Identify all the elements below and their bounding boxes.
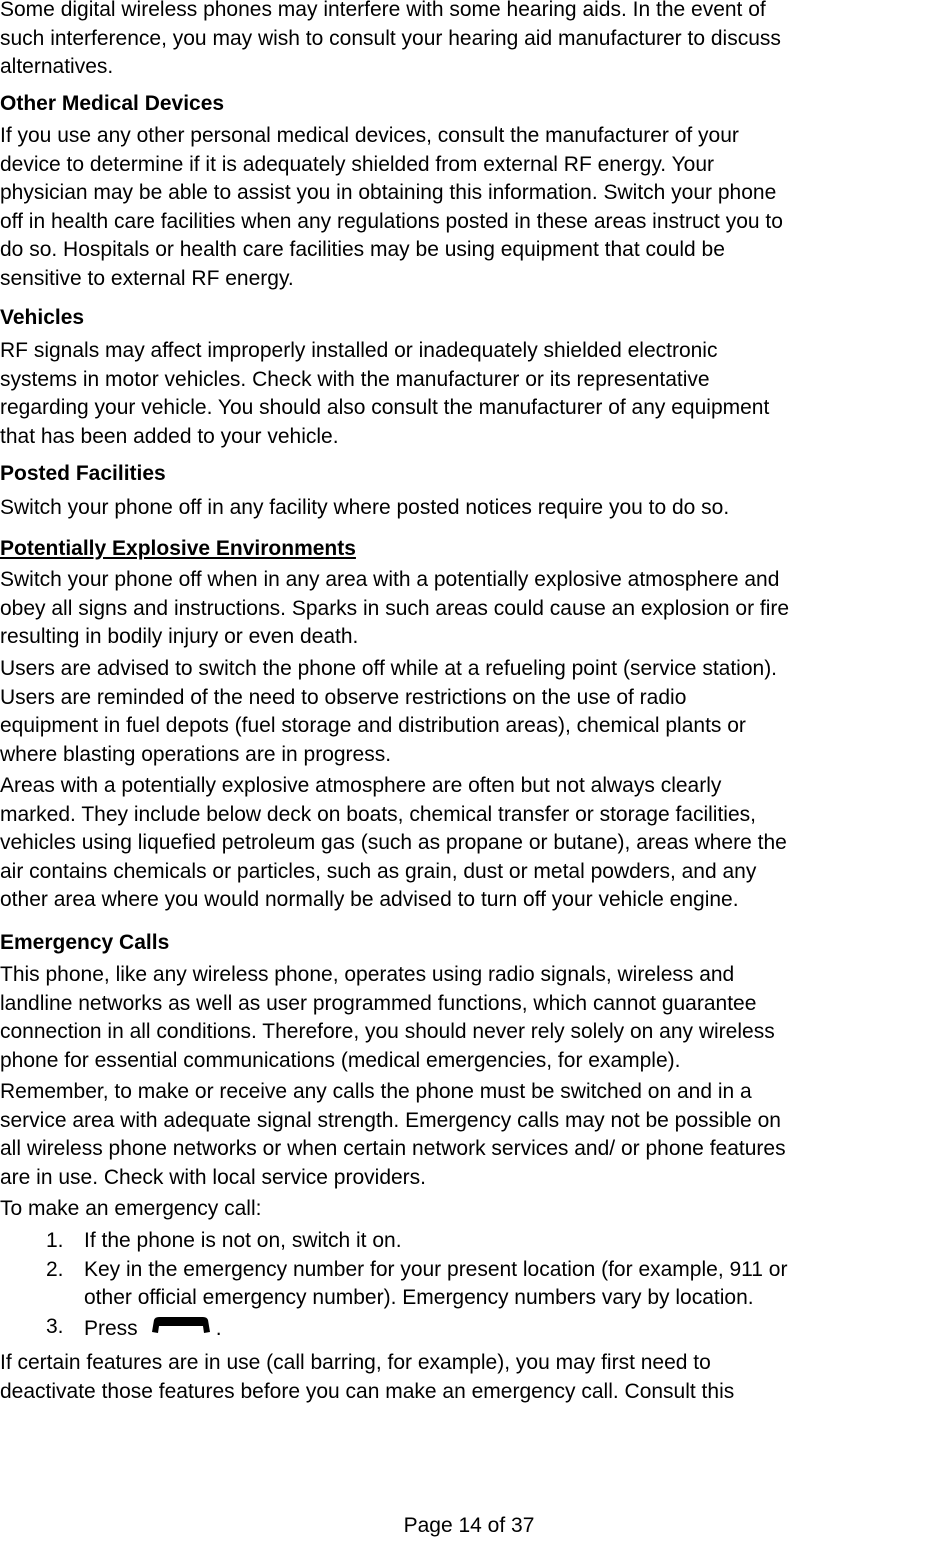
section-heading-posted-facilities: Posted Facilities bbox=[0, 462, 166, 485]
text-line: air contains chemicals or particles, such as grain, dust or metal powders, and any bbox=[0, 859, 757, 883]
intro-paragraph bbox=[0, 0, 938, 82]
text-line: regarding your vehicle. You should also consult the manufacturer of any equipment bbox=[0, 396, 770, 419]
emergency-paragraph-1 bbox=[0, 961, 938, 1075]
text-line: Areas with a potentially explosive atmosphere are often but not always clearly bbox=[0, 774, 722, 797]
text-line: all wireless phone networks or when certain network services and/ or phone features bbox=[0, 1137, 786, 1160]
text-line: resulting in bodily injury or even death. bbox=[0, 625, 359, 648]
list-item bbox=[46, 1256, 926, 1313]
text-line: Switch your phone off when in any area with a potentially explosive atmosphere and bbox=[0, 568, 780, 591]
text-line: Users are reminded of the need to observe restrictions on the use of radio bbox=[0, 685, 687, 709]
text-line: alternatives. bbox=[0, 55, 114, 78]
text-line: RF signals may affect improperly installed or inadequately shielded electronic bbox=[0, 339, 718, 362]
text-line: deactivate those features before you can make an emergency call. Consult this bbox=[0, 1379, 735, 1403]
text-line: Users are advised to switch the phone off while at a refueling point (service station). bbox=[0, 657, 778, 680]
text-line: where blasting operations are in progress. bbox=[0, 742, 392, 766]
text-line: This phone, like any wireless phone, operates using radio signals, wireless and bbox=[0, 963, 735, 986]
text-line: physician may be able to assist you in obtaining this information. Switch your phone bbox=[0, 181, 777, 204]
list-item bbox=[46, 1313, 926, 1342]
step-press-label: Press bbox=[84, 1316, 138, 1340]
text-line: that has been added to your vehicle. bbox=[0, 424, 339, 448]
text-line: do so. Hospitals or health care facilities may be using equipment that could be bbox=[0, 238, 725, 261]
explosive-paragraph-1 bbox=[0, 566, 938, 652]
text-line: Some digital wireless phones may interfere with some hearing aids. In the event of bbox=[0, 0, 766, 21]
text-line: other area where you would normally be advised to turn off your vehicle engine. bbox=[0, 888, 739, 911]
text-line: phone for essential communications (medical emergencies, for example). bbox=[0, 1048, 681, 1072]
text-line: Switch your phone off in any facility where posted notices require you to do so. bbox=[0, 496, 730, 519]
vehicles-paragraph bbox=[0, 337, 938, 451]
list-number: 3. bbox=[46, 1314, 64, 1338]
text-line: other official emergency number). Emergency numbers vary by location. bbox=[84, 1286, 754, 1309]
text-line: If the phone is not on, switch it on. bbox=[84, 1229, 402, 1252]
text-line: Remember, to make or receive any calls the phone must be switched on and in a bbox=[0, 1080, 752, 1103]
emergency-paragraph-2 bbox=[0, 1078, 938, 1192]
text-line: Key in the emergency number for your present location (for example, 911 or bbox=[84, 1257, 788, 1281]
text-line: such interference, you may wish to consult your hearing aid manufacturer to discuss bbox=[0, 26, 781, 50]
section-heading-potentially-explosive-environments: Potentially Explosive Environments bbox=[0, 537, 356, 560]
text-line: obey all signs and instructions. Sparks in such areas could cause an explosion or fire bbox=[0, 596, 790, 620]
text-line: service area with adequate signal strength. Emergency calls may not be possible on bbox=[0, 1108, 781, 1132]
text-line: If certain features are in use (call barring, for example), you may first need to bbox=[0, 1351, 711, 1374]
call-key-icon bbox=[146, 1313, 216, 1337]
text-line: device to determine if it is adequately shielded from external RF energy. Your bbox=[0, 152, 714, 176]
text-line: systems in motor vehicles. Check with the manufacturer or its representative bbox=[0, 367, 710, 391]
explosive-paragraph-2 bbox=[0, 655, 938, 769]
explosive-paragraph-3 bbox=[0, 772, 938, 915]
section-heading-vehicles: Vehicles bbox=[0, 306, 85, 329]
emergency-paragraph-3 bbox=[0, 1349, 938, 1406]
text-line: connection in all conditions. Therefore, you should never rely solely on any wireless bbox=[0, 1020, 775, 1043]
step-suffix: . bbox=[215, 1316, 222, 1340]
text-line: equipment in fuel depots (fuel storage and distribution areas), chemical plants or bbox=[0, 714, 746, 737]
section-heading-other-medical-devices: Other Medical Devices bbox=[0, 92, 225, 115]
text-line: sensitive to external RF energy. bbox=[0, 266, 294, 290]
list-number: 2. bbox=[46, 1257, 64, 1281]
emergency-steps-list bbox=[46, 1227, 926, 1341]
list-number: 1. bbox=[46, 1229, 64, 1252]
list-item bbox=[46, 1227, 926, 1256]
text-line: vehicles using liquefied petroleum gas (such as propane or butane), areas where the bbox=[0, 831, 787, 854]
posted-facilities-paragraph bbox=[0, 494, 938, 523]
other-medical-paragraph bbox=[0, 122, 938, 293]
text-line bbox=[84, 1313, 926, 1342]
emergency-steps-intro bbox=[0, 1195, 938, 1224]
text-line: are in use. Check with local service providers. bbox=[0, 1165, 427, 1189]
text-line: off in health care facilities when any regulations posted in these areas instruct you to bbox=[0, 209, 783, 233]
text-line: landline networks as well as user programmed functions, which cannot guarantee bbox=[0, 991, 757, 1015]
text-line: To make an emergency call: bbox=[0, 1197, 262, 1220]
section-heading-emergency-calls: Emergency Calls bbox=[0, 931, 170, 954]
text-line: If you use any other personal medical devices, consult the manufacturer of your bbox=[0, 124, 739, 147]
text-line: marked. They include below deck on boats, chemical transfer or storage facilities, bbox=[0, 802, 756, 826]
page-number: Page 14 of 37 bbox=[403, 1514, 535, 1537]
